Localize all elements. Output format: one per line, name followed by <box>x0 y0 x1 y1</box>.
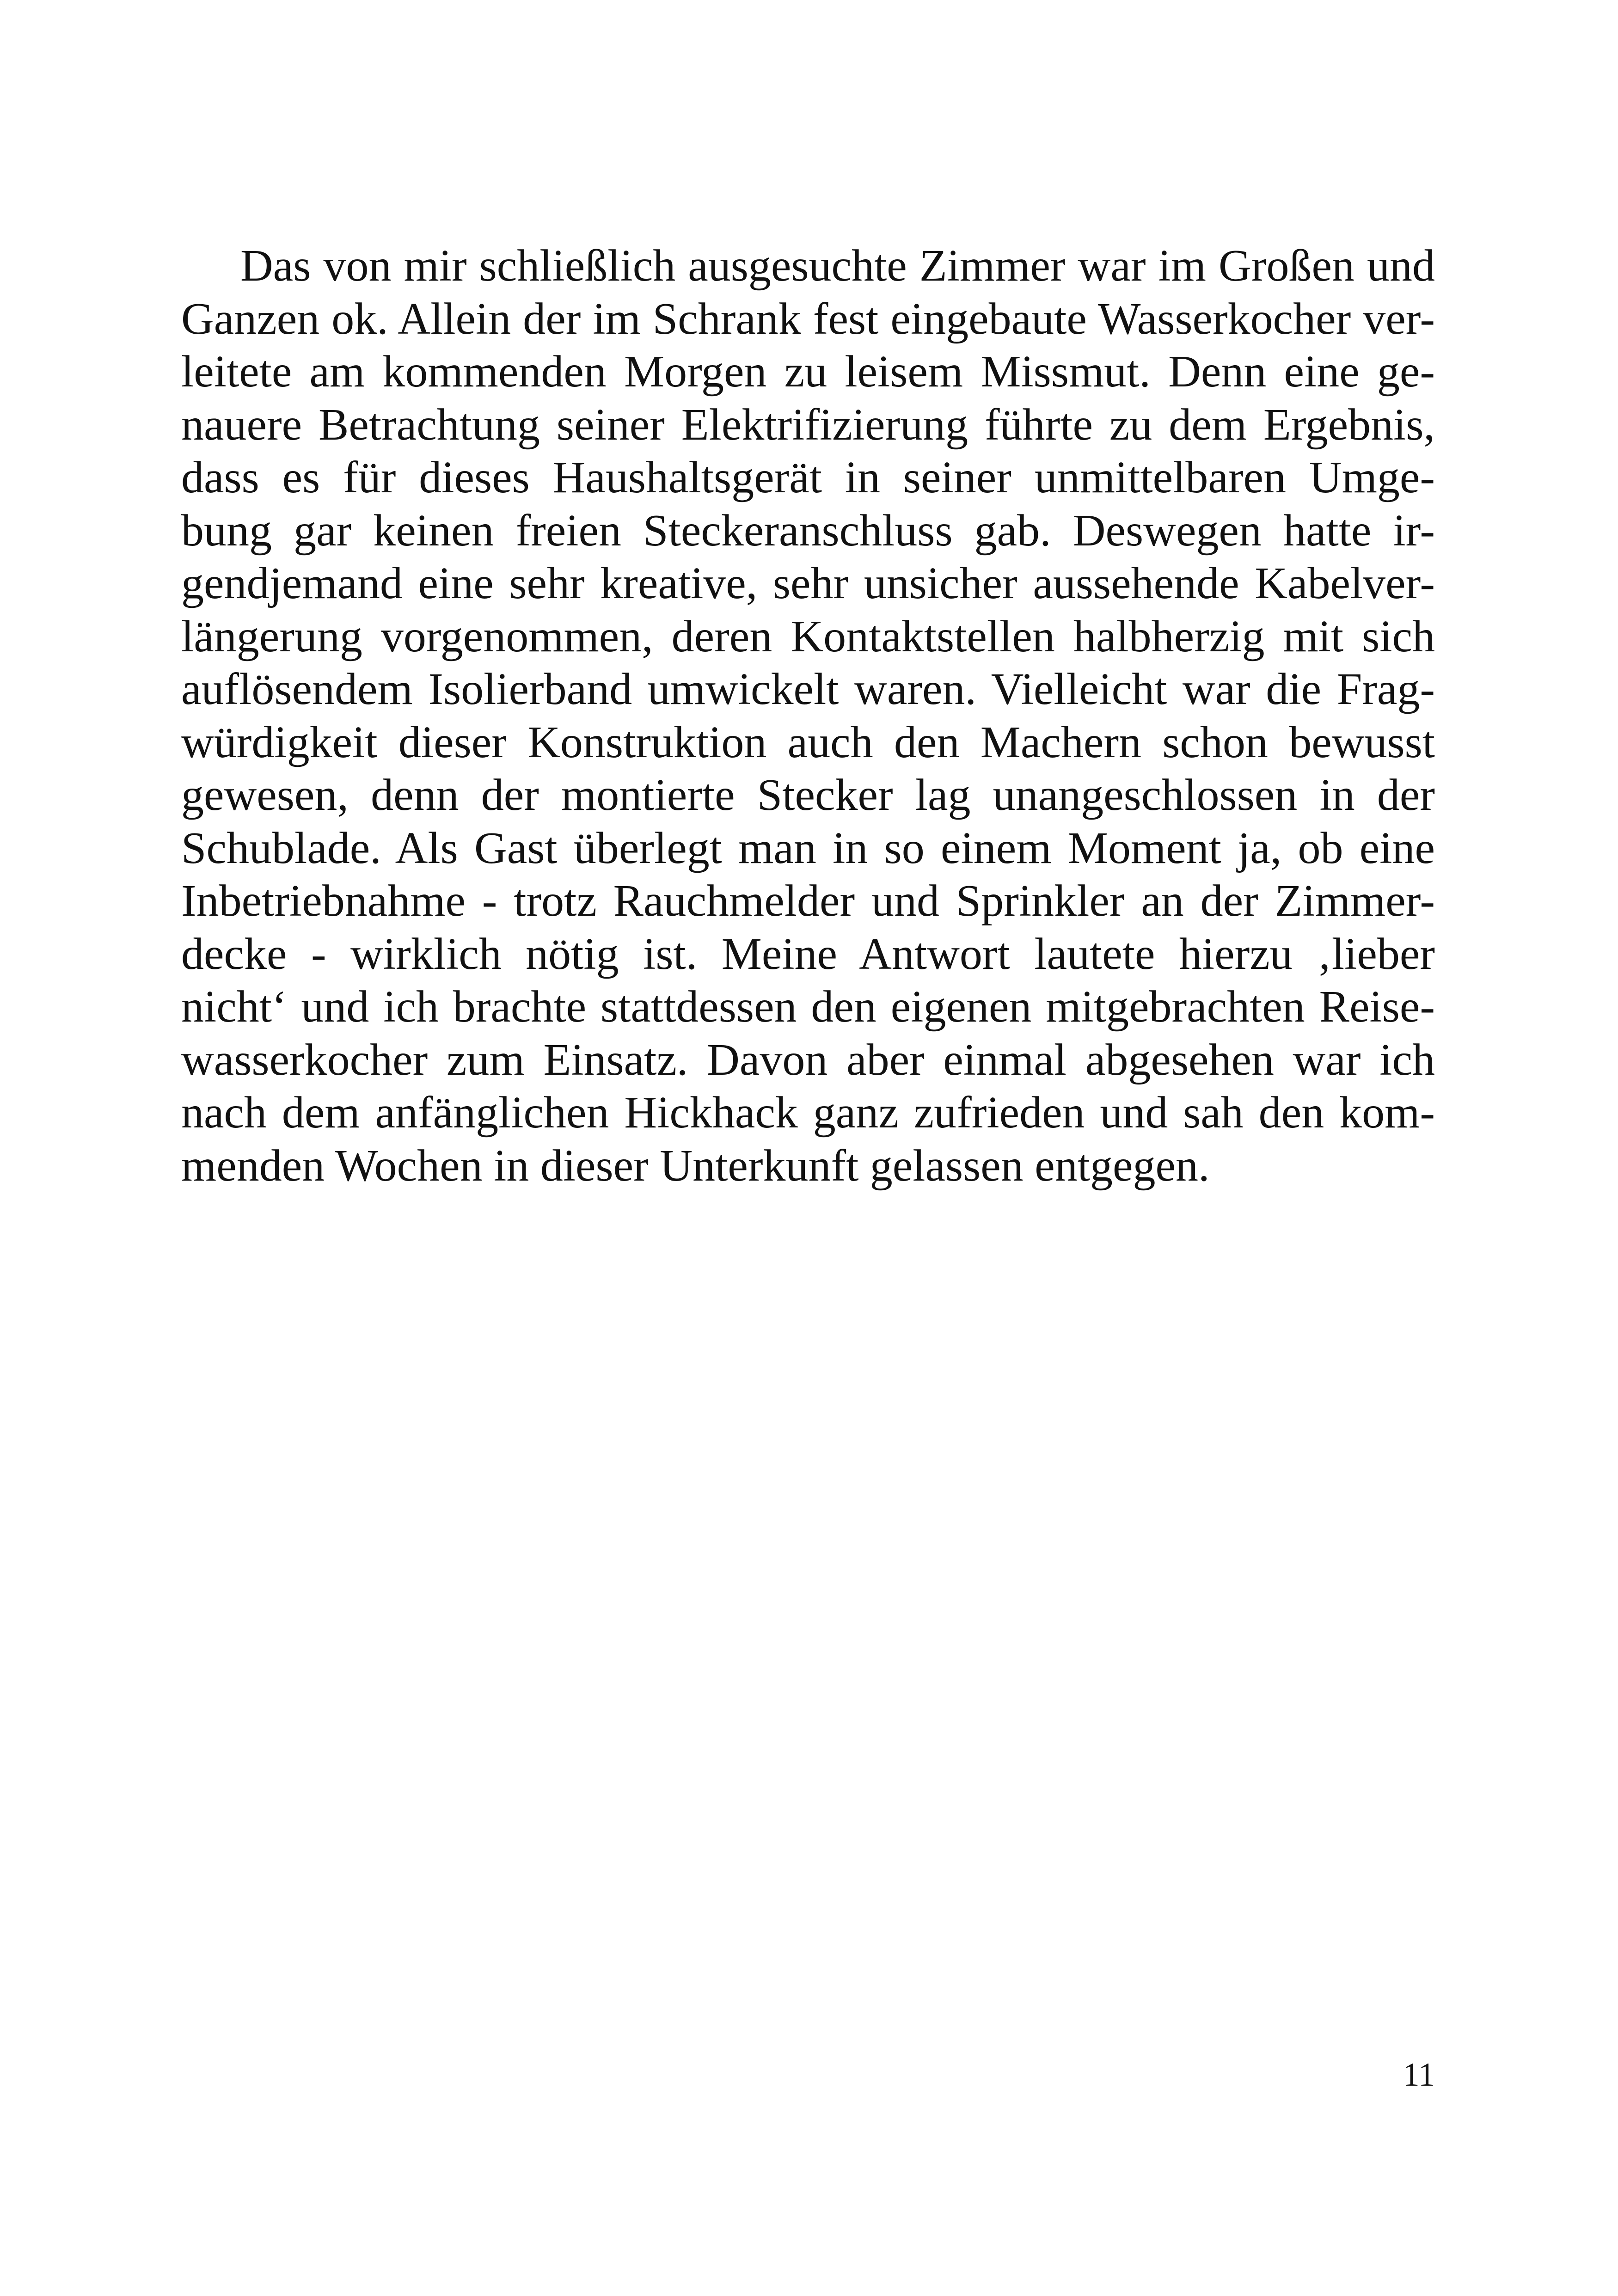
text-line: nauere Betrachtung seiner Elektrifizierung führte zu dem Ergebnis, <box>181 399 1435 450</box>
text-line: Schublade. Als Gast überlegt man in so einem Moment ja, ob eine <box>181 823 1435 873</box>
text-line: decke - wirklich nötig ist. Meine Antwort lautete hierzu ‚lieber <box>181 929 1435 979</box>
text-line: bung gar keinen freien Steckeranschluss gab. Deswegen hatte ir- <box>181 505 1435 556</box>
text-line: würdigkeit dieser Konstruktion auch den Machern schon bewusst <box>181 717 1435 767</box>
text-line: gewesen, denn der montierte Stecker lag unangeschlossen in der <box>181 770 1435 820</box>
text-line: leitete am kommenden Morgen zu leisem Missmut. Denn eine ge- <box>181 347 1435 397</box>
text-line: dass es für dieses Haushaltsgerät in seiner unmittelbaren Umge- <box>181 453 1435 502</box>
text-line: längerung vorgenommen, deren Kontaktstellen halbherzig mit sich <box>181 611 1435 661</box>
page-number: 11 <box>1403 2056 1435 2093</box>
text-line: Ganzen ok. Allein der im Schrank fest eingebaute Wasserkocher ver- <box>181 294 1435 344</box>
body-paragraph <box>181 239 1435 1192</box>
text-line: Das von mir schließlich ausgesuchte Zimmer war im Großen und <box>240 241 1435 291</box>
text-line: auflösendem Isolierband umwickelt waren. Vielleicht war die Frag- <box>181 664 1435 714</box>
text-line: nach dem anfänglichen Hickhack ganz zufrieden und sah den kom- <box>181 1088 1435 1138</box>
text-line: wasserkocher zum Einsatz. Davon aber einmal abgesehen war ich <box>181 1035 1435 1085</box>
text-line: gendjemand eine sehr kreative, sehr unsicher aussehende Kabelver- <box>181 558 1435 608</box>
text-line: menden Wochen in dieser Unterkunft gelassen entgegen. <box>181 1140 1210 1191</box>
text-line: nicht‘ und ich brachte stattdessen den eigenen mitgebrachten Reise- <box>181 982 1435 1032</box>
text-line: Inbetriebnahme - trotz Rauchmelder und Sprinkler an der Zimmer- <box>181 876 1435 926</box>
